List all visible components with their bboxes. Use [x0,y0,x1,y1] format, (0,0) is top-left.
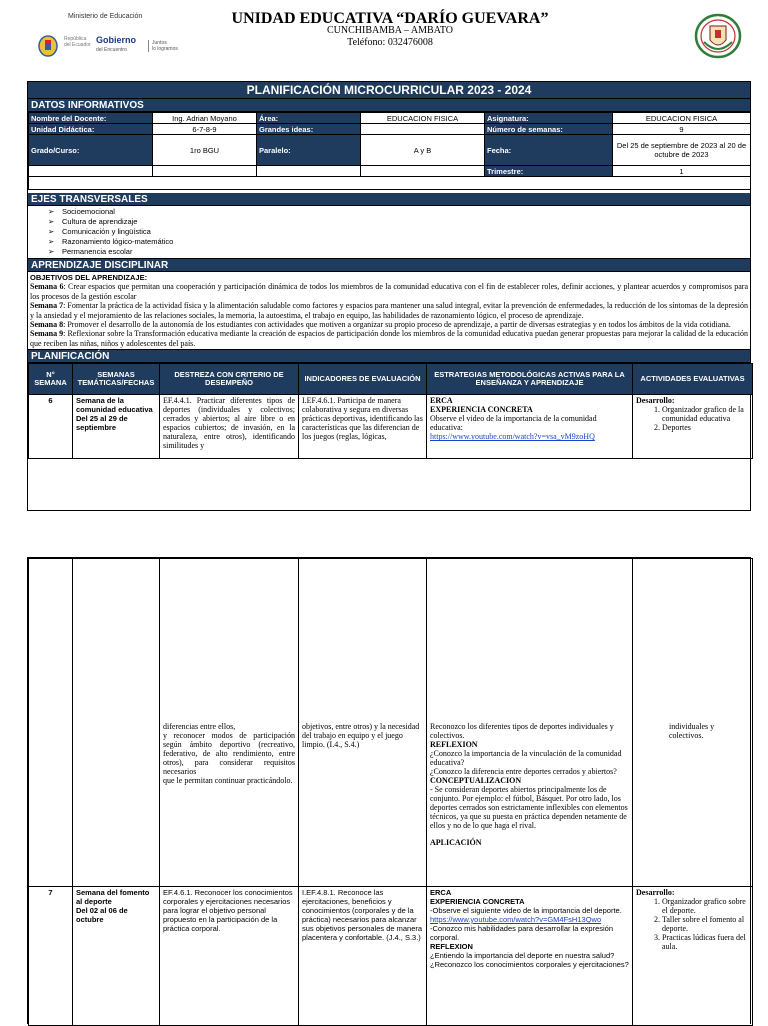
tema-title: Semana de la comunidad educativa [76,396,153,415]
planning-sheet-page1 [27,81,751,511]
list-item: 2. Deportes [662,423,749,432]
actividades-cell: individuales y colectivos. [633,559,753,887]
estrategias-cell [427,887,633,1026]
list-item: 2. Taller sobre el fomento al deporte. [662,915,749,933]
objetivo-text: : Reflexionar sobre la Transformación educativa mediante la creación de espacios de participación donde los miembros de la comunidad educativa puedan generar propuestas para mejorar la calidad de la educación que reciben las niñas, niños y adolescentes del país. [30,329,748,348]
document-header [0,0,768,80]
unidad-value: 6-7-8-9 [153,124,257,135]
objetivo-semana-6 [30,282,748,301]
destreza-cell [160,559,299,887]
table-row [29,559,753,887]
actividades-cell [633,395,753,459]
school-location: CUNCHIBAMBA – AMBATO [327,25,453,36]
col-indicadores: INDICADORES DE EVALUACIÓN [299,364,427,395]
desarrollo-label: Desarrollo: [636,888,675,897]
experiencia-label: EXPERIENCIA CONCRETA [430,897,525,906]
ejes-item-label: Socioemocional [62,207,115,216]
school-name: UNIDAD EDUCATIVA “DARÍO GUEVARA” [231,10,549,27]
semana-num: 7 [29,887,73,1026]
list-item: 3. Practicas lúdicas fuera del aula. [662,933,749,951]
datos-heading: DATOS INFORMATIVOS [28,99,750,112]
ministry-label: Ministerio de Educación [68,13,143,20]
objetivo-semana-8 [30,320,748,329]
area-label: Área: [257,113,361,124]
juntos-line1: Juntos [152,40,167,46]
aplicacion-label: APLICACIÓN [430,838,482,847]
destreza-line: que le permitan continuar practicándolo. [163,776,293,785]
area-value: EDUCACION FISICA [361,113,485,124]
reflexion-question: ¿Conozco la diferencia entre deportes cerrados y abiertos? [430,767,617,776]
trimestre-label: Trimestre: [485,166,613,177]
school-info [180,10,600,49]
num-semanas-value: 9 [613,124,751,135]
arrow-bullet-icon: ➢ [48,227,55,236]
table-row [29,395,753,459]
experiencia-text: Observe el video de la importancia de la comunidad educativa: [430,414,597,433]
semana-tema [73,559,160,887]
arrow-bullet-icon: ➢ [48,217,55,226]
estrategia-text: Reconozco los diferentes tipos de deportes individuales y colectivos. [430,722,614,740]
reflexion-question: ¿Conozco la importancia de la vinculación de la comunidad educativa? [430,749,622,767]
paralelo-value: A y B [361,135,485,166]
objetivos-label: OBJETIVOS DEL APRENDIZAJE: [30,273,148,282]
tema-fecha: Del 02 al 06 de octubre [76,906,128,924]
destreza-cell: EF.4.4.1. Practicar diferentes tipos de deportes (individuales y colectivos; cerrados y abiertos; al aire libre o en espacios cubiertos; de invasión, en la naturaleza, entre otros), identificando similitudes y [160,395,299,459]
reflexion-label: REFLEXION [430,740,478,749]
empty-cell [29,166,153,177]
semana-num [29,559,73,887]
objetivo-text: : Promover el desarrollo de la autonomía de los estudiantes con actividades que motiven a organizar su propio proceso de aprendizaje, a partir de diversas estrategias y en todos los ámbitos de la vida cotidiana. [63,320,731,330]
destreza-cell: EF.4.6.1. Reconocer los conocimientos corporales y ejercitaciones necesarios para lograr el objetivo personal propuesto en la participación de la práctica corporal. [160,887,299,1026]
table-row [29,887,753,1026]
ejes-list [28,206,750,259]
semana-label: Semana 8 [30,320,64,330]
ejes-item-label: Cultura de aprendizaje [62,217,138,226]
semana-tema [73,395,160,459]
trimestre-value: 1 [613,166,751,177]
video-link[interactable]: https://www.youtube.com/watch?v=GM4FsH13Qwo [430,915,602,924]
planificacion-table [28,363,753,459]
estrategias-cell [427,395,633,459]
semana-tema [73,887,160,1026]
col-actividades: ACTIVIDADES EVALUATIVAS [633,364,753,395]
col-estrategias: ESTRATEGIAS METODOLÓGICAS ACTIVAS PARA LA ENSEÑANZA Y APRENDIZAJE [427,364,633,395]
asignatura-value: EDUCACION FISICA [613,113,751,124]
reflexion-label: REFLEXION [430,942,473,951]
document-title: PLANIFICACIÓN MICROCURRICULAR 2023 - 2024 [28,82,750,99]
ejes-item [48,247,750,257]
ejes-item-label: Permanencia escolar [62,247,133,256]
grandes-ideas-label: Grandes ideas: [257,124,361,135]
empty-cell [257,166,361,177]
experiencia-text: -Observe el siguiente video de la importancia del deporte. [430,906,622,915]
grado-label: Grado/Curso: [29,135,153,166]
grandes-ideas-value [361,124,485,135]
gobierno-title: Gobierno [96,35,136,45]
col-semana: N° SEMANA [29,364,73,395]
actividades-list [636,897,749,951]
objetivo-text: : Fomentar la práctica de la actividad física y la alimentación saludable como factores y espacios para mantener una salud integral, evitar la prevención de enfermedades, la reducción de los síntomas de la depresión y la ansiedad y el mejoramiento de las relaciones sociales, la memoria, la autoestima, el trabajo en equipo, las habilidades de razonamiento lógico, el proceso de aprendizaje. [30,301,749,320]
estrategia-text: -Conozco mis habilidades para desarrollar la expresión corporal. [430,924,614,942]
reflexion-question: ¿Reconozco los conocimientos corporales y ejercitaciones? [430,960,629,969]
col-destreza: DESTREZA CON CRITERIO DE DESEMPEÑO [160,364,299,395]
conceptualizacion-label: CONCEPTUALIZACION [430,776,522,785]
docente-label: Nombre del Docente: [29,113,153,124]
empty-cell [153,166,257,177]
empty-cell [361,166,485,177]
num-semanas-label: Número de semanas: [485,124,613,135]
ejes-item [48,217,750,227]
semana-label: Semana 9 [30,329,64,339]
ejes-item [48,227,750,237]
ejes-item [48,207,750,217]
reflexion-question: ¿Entiendo la importancia del deporte en nuestra salud? [430,951,615,960]
ecuador-coat-of-arms-icon [36,34,60,58]
indicador-cell: I.EF.4.6.1. Participa de manera colaborativa y segura en diversas prácticas deportivas, identificando las características que las diferencian de los juegos (reglas, lógicas, [299,395,427,459]
arrow-bullet-icon: ➢ [48,237,55,246]
docente-value: Ing. Adrian Moyano [153,113,257,124]
video-link[interactable]: https://www.youtube.com/watch?v=vsa_vM9zoHQ [430,432,595,442]
indicador-cell: I.EF.4.8.1. Reconoce las ejercitaciones, beneficios y conocimientos (corporales y de la práctica) necesarios para alcanzar sus objetivos personales de manera placentera y confortable. (J.4., S.3.) [299,887,427,1026]
col-tematicas: SEMANAS TEMÁTICAS/FECHAS [73,364,160,395]
list-item: 1. Organizador grafico de la comunidad educativa [662,405,749,423]
grado-value: 1ro BGU [153,135,257,166]
planificacion-heading: PLANIFICACIÓN [28,350,750,363]
objetivos-block [28,272,750,350]
datos-table [28,112,751,190]
ejes-item-label: Comunicación y lingüística [62,227,151,236]
planning-sheet-page2 [27,557,751,1024]
gobierno-logo [96,36,136,54]
desarrollo-label: Desarrollo: [636,396,675,406]
unidad-label: Unidad Didáctica: [29,124,153,135]
list-item: 1. Organizador grafico sobre el deporte. [662,897,749,915]
erca-label: ERCA [430,396,453,406]
experiencia-label: EXPERIENCIA CONCRETA [430,405,533,415]
aprendizaje-heading: APRENDIZAJE DISCIPLINAR [28,259,750,272]
objetivo-semana-9 [30,329,748,348]
actividades-cell [633,887,753,1026]
asignatura-label: Asignatura: [485,113,613,124]
ejes-heading: EJES TRANSVERSALES [28,193,750,206]
fecha-label: Fecha: [485,135,613,166]
juntos-line2: lo logramos [152,46,178,52]
ejes-item-label: Razonamiento lógico-matemático [62,237,174,246]
semana-label: Semana 7 [30,301,64,311]
actividades-list [636,405,749,432]
arrow-bullet-icon: ➢ [48,207,55,216]
paralelo-label: Paralelo: [257,135,361,166]
republica-label: República del Ecuador [64,36,91,48]
school-phone: Teléfono: 032476008 [347,37,433,48]
objetivo-semana-7 [30,301,748,320]
objetivo-text: : Crear espacios que permitan una cooperación y participación dinámica de todos los miembros de la comunidad educativa con el fin de establecer roles, definir acciones, y plantear acuerdos y compromisos para los procesos de la gestión escolar [30,282,748,301]
semana-num: 6 [29,395,73,459]
fecha-value: Del 25 de septiembre de 2023 al 20 de octubre de 2023 [613,135,751,166]
conceptualizacion-text: - Se consideran deportes abiertos principalmente los de conjunto. Por ejemplo: el fútbol, Básquet. Por otro lado, los deportes cerrados son estrictamente inflexibles con elementos técnicos, ya que su puesta en práctica dependen netamente de ellos y no de lo que haga el rival. [430,785,628,830]
school-crest-icon [694,12,742,60]
tema-fecha: Del 25 al 29 de septiembre [76,414,128,433]
planificacion-table-continued [28,558,753,1026]
arrow-bullet-icon: ➢ [48,247,55,256]
estrategias-cell [427,559,633,887]
ejes-item [48,237,750,247]
spacer-row [29,177,751,190]
indicador-cell: objetivos, entre otros) y la necesidad del trabajo en equipo y el juego limpio. (I.4., S.4.) [299,559,427,887]
destreza-line: diferencias entre ellos, [163,722,236,731]
semana-label: Semana 6 [30,282,64,292]
gobierno-subtitle: del Encuentro [96,47,127,53]
tema-title: Semana del fomento al deporte [76,888,150,906]
destreza-line: y reconocer modos de participación según ámbito deportivo (recreativo, federativo, de alto rendimiento, entre otros), para considerar requisitos necesarios [163,731,295,776]
erca-label: ERCA [430,888,452,897]
juntos-logo [148,40,178,52]
